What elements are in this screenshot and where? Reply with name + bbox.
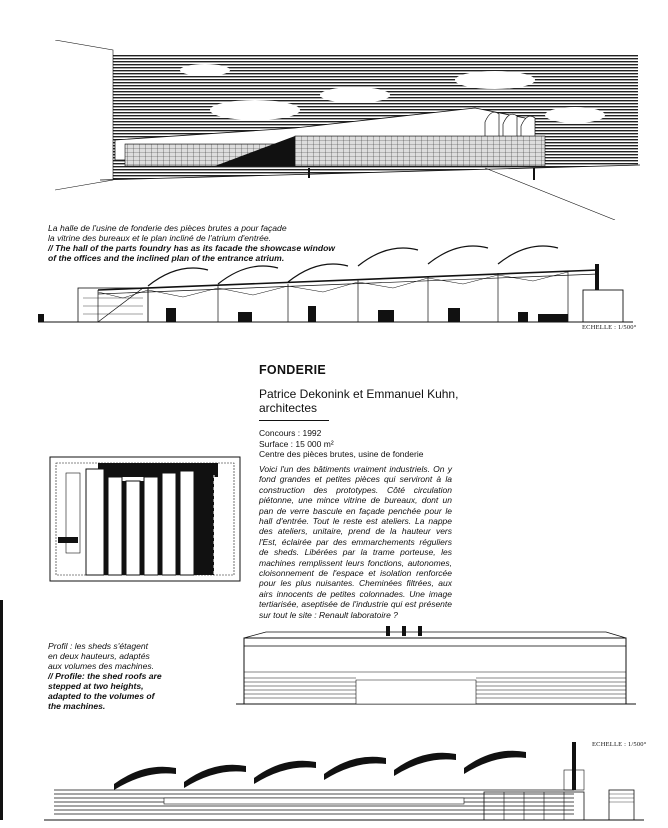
program-description: Centre des pièces brutes, usine de fonderie — [259, 449, 424, 459]
profile-caption-line-4: // Profile: the shed roofs are — [48, 671, 162, 681]
hero-caption-line-2: la vitrine des bureaux et le plan incliné de l'atrium d'entrée. — [48, 233, 272, 243]
project-authors — [259, 387, 489, 415]
profile-caption-line-2: en deux hauteurs, adaptés — [48, 651, 150, 661]
front-elevation-drawing — [236, 622, 636, 708]
longitudinal-section-drawing — [38, 242, 633, 326]
profile-caption-line-7: the machines. — [48, 701, 106, 711]
surface-area: Surface : 15 000 m² — [259, 438, 334, 449]
profile-caption-line-6: adapted to the volumes of — [48, 691, 155, 701]
authors-line-2: architectes — [259, 401, 318, 415]
profile-caption-line-3: aux volumes des machines. — [48, 661, 155, 671]
hero-caption-line-1: La halle de l'usine de fonderie des pièces brutes a pour façade — [48, 223, 287, 233]
section-scale-label: ECHELLE : 1/500° — [582, 324, 637, 331]
hero-caption-line-4: of the offices and the inclined plan of the entrance atrium. — [48, 253, 285, 263]
authors-line-1: Patrice Dekonink et Emmanuel Kuhn, — [259, 387, 459, 401]
project-title: FONDERIE — [259, 363, 326, 377]
side-elevation-drawing — [44, 742, 644, 822]
profile-caption-line-5: stepped at two heights, — [48, 681, 144, 691]
site-plan-drawing — [48, 455, 243, 585]
profile-caption — [48, 641, 168, 711]
hero-caption-line-3: // The hall of the parts foundry has as its facade the showcase window — [48, 243, 335, 253]
project-meta — [259, 428, 489, 460]
title-divider — [259, 420, 329, 421]
project-description: Voici l'un des bâtiments vraiment industriels. On y fond grandes et petites pièces qui serviront à la construction des prototypes. Côté circulation piétonne, une mince vitrine de bureaux, dont un pan de verre bascule en façade penchée pour le hall d'entrée. Tout le reste est ateliers. La nappe des ateliers, unitaire, prend de la hauteur vers l'Est, éclairée par des emmarchements réguliers de sheds. Libérées par la trame porteuse, les machines remplissent leurs fonctions, autonomes, cloisonnement de l'espace et isolation renforcée pour les plus nuisantes. Cheminées filtrées, aux airs innocents de petites colonnades. Une image tertiarisée, aseptisée de l'industrie qui est présente sur tout le site : Renault laboratoire ? — [259, 464, 452, 620]
hero-perspective-drawing — [55, 40, 645, 220]
elevation-scale-label: ECHELLE : 1/500° — [592, 741, 647, 748]
page-edge-mark — [0, 600, 3, 820]
profile-caption-line-1: Profil : les sheds s'étagent — [48, 641, 149, 651]
competition-year: Concours : 1992 — [259, 428, 322, 438]
